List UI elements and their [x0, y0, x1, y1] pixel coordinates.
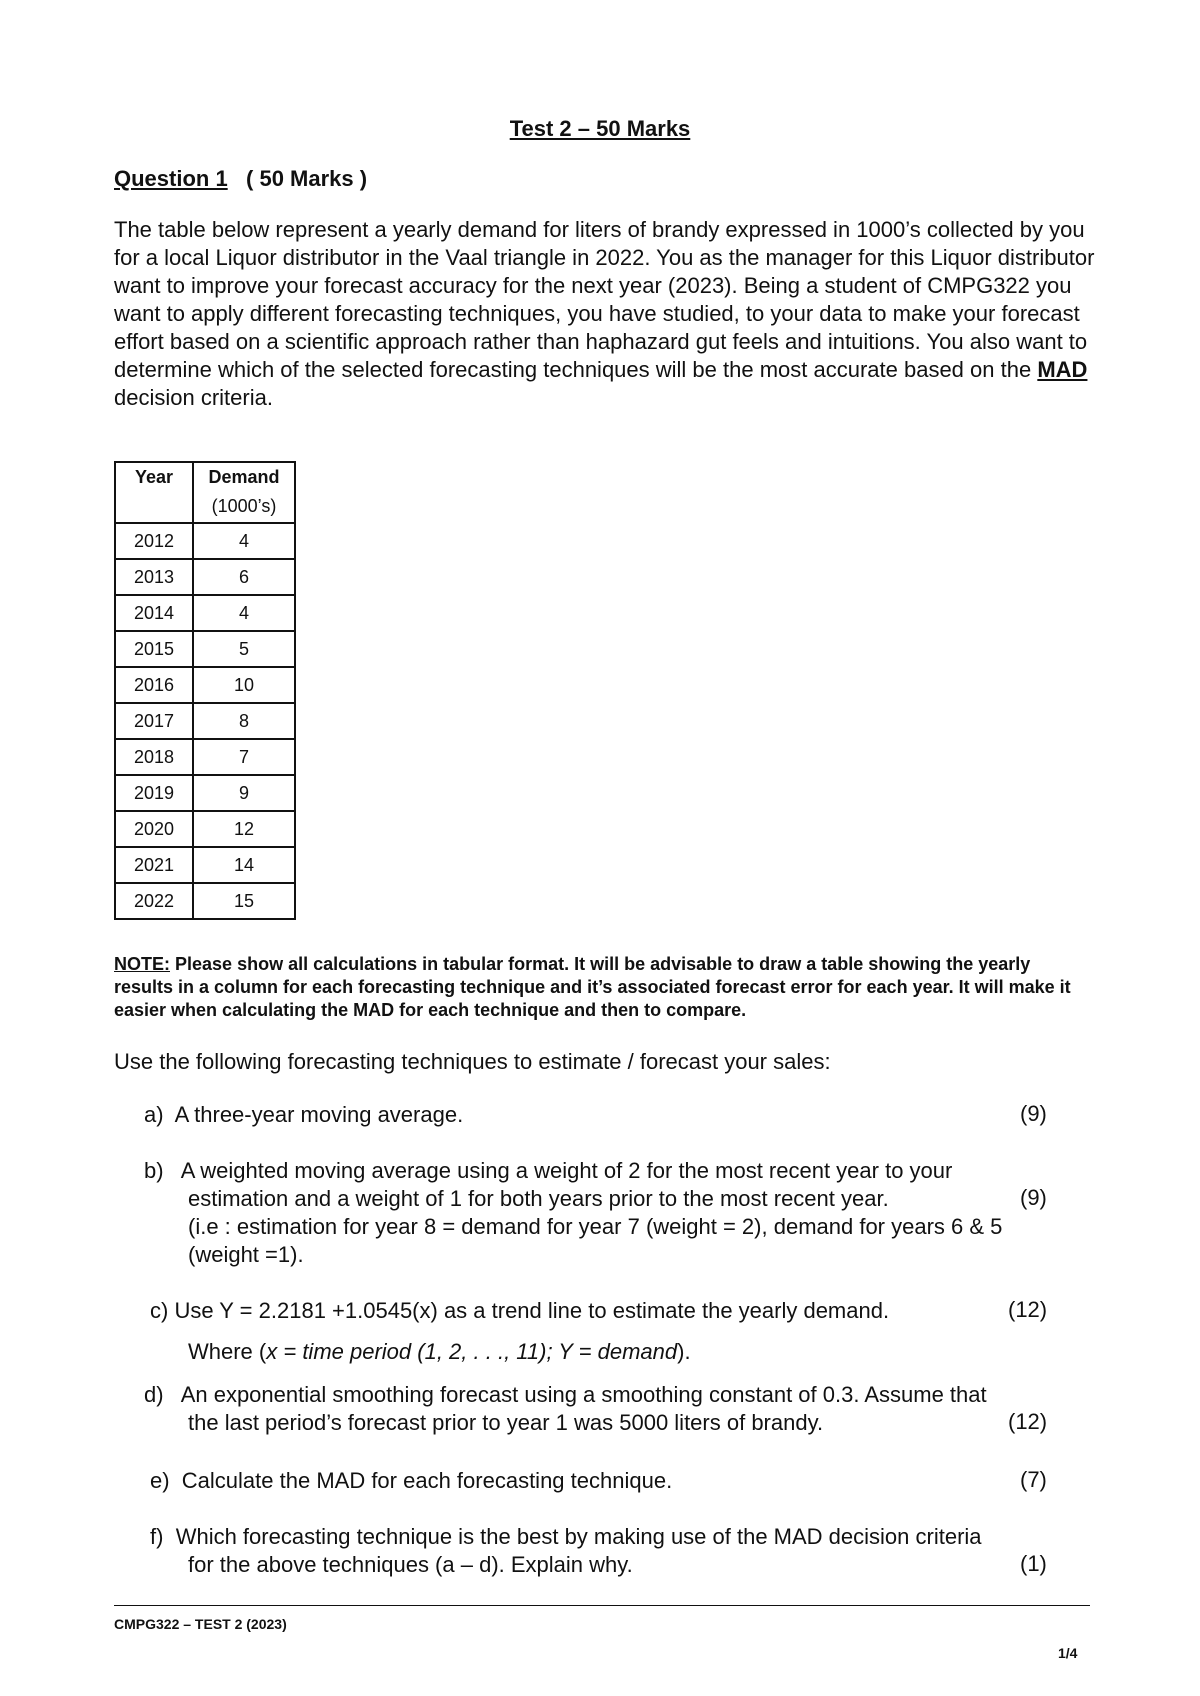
year-cell: 2019: [115, 775, 193, 811]
table-row: [115, 739, 295, 775]
demand-cell: 10: [193, 667, 295, 703]
header-unit-label: (1000’s): [211, 496, 277, 516]
item-c-prefix: c): [150, 1298, 169, 1323]
item-a-marks: (9): [1020, 1101, 1047, 1126]
demand-cell: 5: [193, 631, 295, 667]
table-row: [115, 811, 295, 847]
header-demand: [193, 462, 295, 523]
table-row: [115, 883, 295, 919]
year-cell: 2021: [115, 847, 193, 883]
item-f-line1: [150, 1523, 982, 1551]
demand-cell: 15: [193, 883, 295, 919]
item-b-prefix: b): [144, 1158, 164, 1183]
note: [114, 953, 1094, 1022]
year-cell: 2014: [115, 595, 193, 631]
year-cell: 2022: [115, 883, 193, 919]
table-row: [115, 559, 295, 595]
item-b-line1: [144, 1157, 952, 1185]
item-f-marks: (1): [1020, 1551, 1047, 1576]
item-c-where-start: Where (: [188, 1339, 267, 1364]
item-b-text-1: A weighted moving average using a weight of 2 for the most recent year to your: [180, 1158, 953, 1183]
demand-cell: 14: [193, 847, 295, 883]
item-f-line2: for the above techniques (a – d). Explain why.: [188, 1552, 633, 1577]
table-row: [115, 847, 295, 883]
intro-paragraph: [114, 216, 1104, 412]
page-title: Test 2 – 50 Marks: [509, 116, 691, 141]
footer-divider: [114, 1605, 1090, 1606]
item-a-prefix: a): [144, 1102, 164, 1127]
item-c-where-italic: x = time period (1, 2, . . ., 11); Y = demand: [266, 1339, 678, 1364]
note-text: Please show all calculations in tabular format. It will be advisable to draw a table showing the yearly results in a column for each forecasting technique and it’s associated forecast error for each year. It will make it easier when calculating the MAD for each technique and then to compare.: [114, 954, 1071, 1020]
item-e-prefix: e): [150, 1468, 170, 1493]
table-row: [115, 775, 295, 811]
item-a-text: A three-year moving average.: [174, 1102, 464, 1127]
question-heading: [114, 166, 367, 192]
demand-cell: 7: [193, 739, 295, 775]
intro-text-end: decision criteria.: [114, 385, 273, 410]
year-cell: 2013: [115, 559, 193, 595]
header-year-label: Year: [134, 467, 174, 487]
table-header-row: [115, 462, 295, 523]
demand-cell: 12: [193, 811, 295, 847]
item-e-text: Calculate the MAD for each forecasting technique.: [181, 1468, 673, 1493]
year-cell: 2018: [115, 739, 193, 775]
table-row: [115, 667, 295, 703]
item-d-line1: [144, 1381, 987, 1409]
item-f-text-1: Which forecasting technique is the best by making use of the MAD decision criteria: [175, 1524, 982, 1549]
item-d-text-1: An exponential smoothing forecast using a smoothing constant of 0.3. Assume that: [180, 1382, 987, 1407]
demand-cell: 6: [193, 559, 295, 595]
year-cell: 2016: [115, 667, 193, 703]
question-label: Question 1: [114, 166, 228, 191]
table-row: [115, 595, 295, 631]
table-row: [115, 703, 295, 739]
item-c-where: [188, 1338, 691, 1366]
year-cell: 2012: [115, 523, 193, 559]
note-label: NOTE:: [114, 954, 170, 974]
header-demand-label: Demand: [208, 467, 280, 487]
year-cell: 2017: [115, 703, 193, 739]
item-b-line2: estimation and a weight of 1 for both years prior to the most recent year.: [188, 1186, 889, 1211]
item-c-text: Use Y = 2.2181 +1.0545(x) as a trend line to estimate the yearly demand.: [174, 1298, 890, 1323]
mad-term: MAD: [1037, 357, 1088, 382]
demand-cell: 4: [193, 523, 295, 559]
header-year: [115, 462, 193, 523]
item-c-where-end: ).: [677, 1339, 691, 1364]
demand-cell: 4: [193, 595, 295, 631]
item-e: [150, 1467, 672, 1495]
year-cell: 2015: [115, 631, 193, 667]
table-row: [115, 631, 295, 667]
instructions-line: Use the following forecasting techniques to estimate / forecast your sales:: [114, 1049, 831, 1074]
item-b-line4: (weight =1).: [188, 1242, 304, 1267]
demand-cell: 8: [193, 703, 295, 739]
item-b-marks: (9): [1020, 1185, 1047, 1210]
item-b-line3: (i.e : estimation for year 8 = demand for year 7 (weight = 2), demand for years 6 & 5: [188, 1214, 1003, 1239]
item-f-prefix: f): [150, 1524, 164, 1549]
item-d-marks: (12): [1008, 1409, 1048, 1434]
page-number: 1/4: [1058, 1645, 1078, 1661]
year-cell: 2020: [115, 811, 193, 847]
demand-cell: 9: [193, 775, 295, 811]
table-row: [115, 523, 295, 559]
item-c-line1: [150, 1297, 889, 1325]
demand-table: [114, 461, 296, 920]
item-d-line2: the last period’s forecast prior to year 1 was 5000 liters of brandy.: [188, 1410, 824, 1435]
item-a: [144, 1101, 463, 1129]
question-marks: ( 50 Marks ): [246, 166, 368, 191]
footer-course: CMPG322 – TEST 2 (2023): [114, 1616, 287, 1632]
item-c-marks: (12): [1008, 1297, 1048, 1322]
intro-text: The table below represent a yearly demand for liters of brandy expressed in 1000’s collected by you for a local Liquor distributor in the Vaal triangle in 2022. You as the manager for this Liquor distributor want to improve your forecast accuracy for the next year (2023). Being a student of CMPG322 you want to apply different forecasting techniques, you have studied, to your data to make your forecast effort based on a scientific approach rather than haphazard gut feels and intuitions. You also want to determine which of the selected forecasting techniques will be the most accurate based on the: [114, 217, 1095, 382]
item-d-prefix: d): [144, 1382, 164, 1407]
item-e-marks: (7): [1020, 1467, 1047, 1492]
